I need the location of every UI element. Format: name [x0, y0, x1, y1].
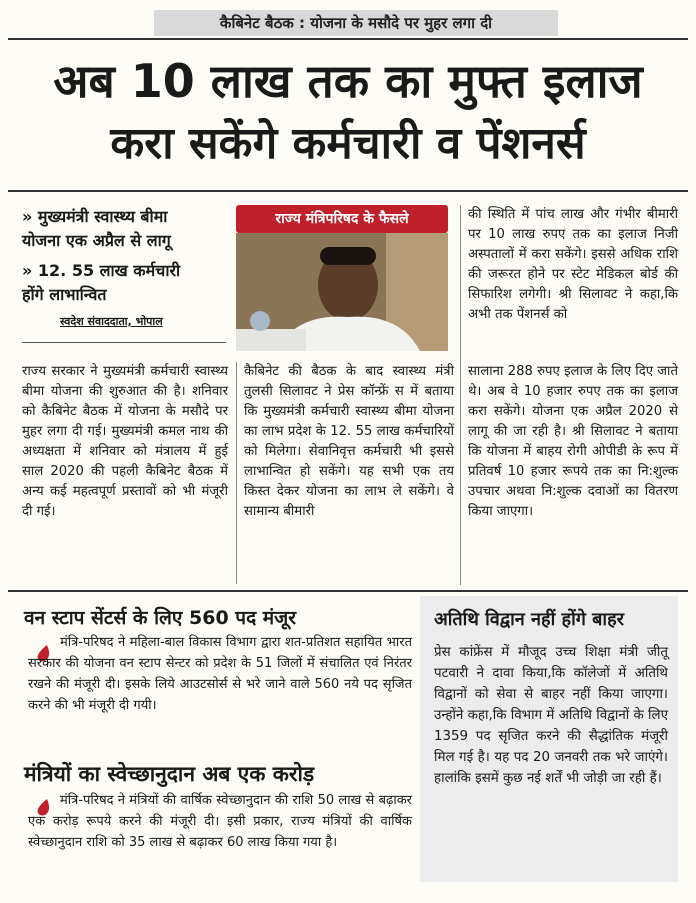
section-1-body — [28, 632, 412, 716]
section-2-title: मंत्रियों का स्वेच्छानुदान अब एक करोड़ — [24, 762, 315, 786]
column-1 — [22, 362, 228, 522]
kicker-bar — [8, 6, 688, 40]
column-3-bottom — [468, 362, 678, 522]
column-divider-1 — [236, 362, 237, 584]
subhead-rule — [22, 342, 226, 343]
photo-label: राज्य मंत्रिपरिषद के फैसले — [236, 205, 448, 233]
column-2-text: कैबिनेट की बैठक के बाद स्वास्थ्य मंत्री तुलसी सिलावट ने प्रेस कॉन्फ्रें स में बताया कि मुख्यमंत्री कर्मचारी स्वास्थ्य बीमा योजना का लाभ प्रदेश के 12. 55 लाख कर्मचारियों को मिलेगा। सेवानिवृत्त कर्मचारी भी इससे लाभान्वित हो सकेंगे। यह सभी एक तय किस्त देकर योजना का लाभ ले सकेंगे। वे सामान्य बीमारी — [244, 364, 454, 519]
subhead-1: » मुख्यमंत्री स्वास्थ्य बीमा — [22, 207, 168, 226]
headline-rule — [8, 190, 688, 192]
byline: स्वदेश संवाददाता, भोपाल — [60, 315, 163, 328]
section-2-text: मंत्रि-परिषद ने मंत्रियों की वार्षिक स्वेच्छानुदान की राशि 50 लाख से बढ़ाकर एक करोड़ रूपये करने की मंजूरी दी। इसी प्रकार, राज्य मंत्रियों की वार्षिक स्वेच्छानुदान राशि को 35 लाख से बढ़ाकर 60 लाख किया गया है। — [28, 793, 412, 850]
column-1-text: राज्य सरकार ने मुख्यमंत्री कर्मचारी स्वास्थ्य बीमा योजना की शुरुआत की है। शनिवार को कैबिनेट बैठक में योजना के मसौदे पर मुहर लगा दी गई। मुख्यमंत्री कमल नाथ की अध्यक्षता में शनिवार को मंत्रालय में हुई साल 2020 की पहली कैबिनेट बैठक में अन्य कई महत्वपूर्ण प्रस्तावों को भी मंजूरी दी गई। — [22, 364, 228, 519]
subhead-3: » 12. 55 लाख कर्मचारी — [22, 261, 181, 280]
headline-line-1: अब 10 लाख तक का मुफ्त इलाज — [53, 54, 643, 108]
section-1-text: मंत्रि-परिषद ने महिला-बाल विकास विभाग द्वारा शत-प्रतिशत सहायित भारत सरकार की योजना वन स्टाप सेन्टर को प्रदेश के 51 जिलों में संचालित एवं निरंतर रखने की मंजूरी दी। इसके लिये आउटसोर्स से भरे जाने वाले 560 नये पद सृजित करने की भी मंजूरी दी गयी। — [28, 635, 412, 713]
column-2 — [244, 362, 454, 522]
subhead-2: योजना एक अप्रैल से लागू — [22, 231, 171, 250]
subhead-4: होंगे लाभान्वित — [22, 285, 107, 304]
section-1-title: वन स्टाप सेंटर्स के लिए 560 पद मंजूर — [24, 607, 297, 629]
section-2-body — [28, 790, 412, 853]
section-3-text: प्रेस कांफ्रेंस में मौजूद उच्च शिक्षा मंत्री जीतू पटवारी ने दावा किया,कि कॉलेजों में अतिथि विद्वानों को सेवा से बाहर नहीं किया जाएगा। उन्होंने कहा,कि विभाग में अतिथि विद्वानों के लिए 1359 पद सृजित करने की सैद्धांतिक मंजूरी मिल गई है। यह पद 20 जनवरी तक भरे जाएंगे। हालांकि इसमें कुछ नई शर्तें भी जोड़ी जा रही हैं। — [434, 645, 668, 786]
kicker-label: कैबिनेट बैठक : योजना के मसौदे पर मुहर लगा दी — [154, 10, 558, 36]
headline-line-2: करा सकेंगे कर्मचारी व पेंशनर्स — [110, 118, 586, 169]
column-3-bottom-text: सालाना 288 रुपए इलाज के लिए दिए जाते थे। अब वे 10 हजार रुपए तक का इलाज करा सकेंगे। योजना एक अप्रैल 2020 से लागू की जा रही है। श्री सिलावट ने बताया कि योजना में बाहय रोगी ओपीडी के रूप में प्रतिवर्ष 10 हजार रूपये तक का नि:शुल्क उपचार अथवा नि:शुल्क दवाओं का वितरण किया जाएगा। — [468, 364, 678, 519]
section-3-title: अतिथि विद्वान नहीं होंगे बाहर — [434, 609, 624, 630]
minister-photo — [236, 233, 448, 351]
section-3-body — [434, 642, 668, 789]
column-divider-2 — [460, 205, 461, 585]
section-rule — [8, 590, 688, 592]
column-3-top-text: की स्थिति में पांच लाख और गंभीर बीमारी पर 10 लाख रुपए तक का इलाज निजी अस्पतालों में करा सकेंगे। इससे अधिक राशि की जरूरत होने पर स्टेट मेडिकल बोर्ड की सिफारिश लगेगी। श्री सिलावट ने कहा,कि अभी तक पेंशनर्स को — [468, 207, 678, 322]
column-3-top — [468, 205, 678, 325]
